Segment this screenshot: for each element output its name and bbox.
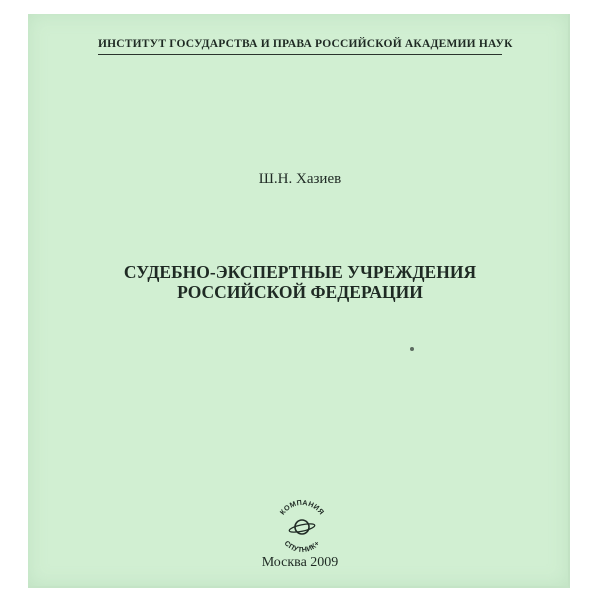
book-title-line-1: СУДЕБНО-ЭКСПЕРТНЫЕ УЧРЕЖДЕНИЯ (123, 262, 477, 282)
svg-text:КОМПАНИЯ (278, 498, 327, 517)
svg-text:СПУТНИК+ (283, 539, 322, 555)
institute-underline (98, 54, 502, 55)
cover-speck (410, 347, 414, 351)
institute-name: ИНСТИТУТ ГОСУДАРСТВА И ПРАВА РОССИЙСКОЙ АКАДЕМИИ НАУК (98, 38, 513, 50)
city-and-year: Москва 2009 (261, 555, 339, 570)
logo-text-bottom: СПУТНИК+ (282, 538, 322, 555)
book-title (0, 262, 600, 302)
book-title-line-2: РОССИЙСКОЙ ФЕДЕРАЦИИ (177, 282, 423, 302)
publisher-logo (270, 493, 334, 557)
planet-icon (289, 520, 316, 534)
author-name: Ш.Н. Хазиев (258, 171, 342, 187)
logo-text-top: КОМПАНИЯ (277, 497, 327, 517)
